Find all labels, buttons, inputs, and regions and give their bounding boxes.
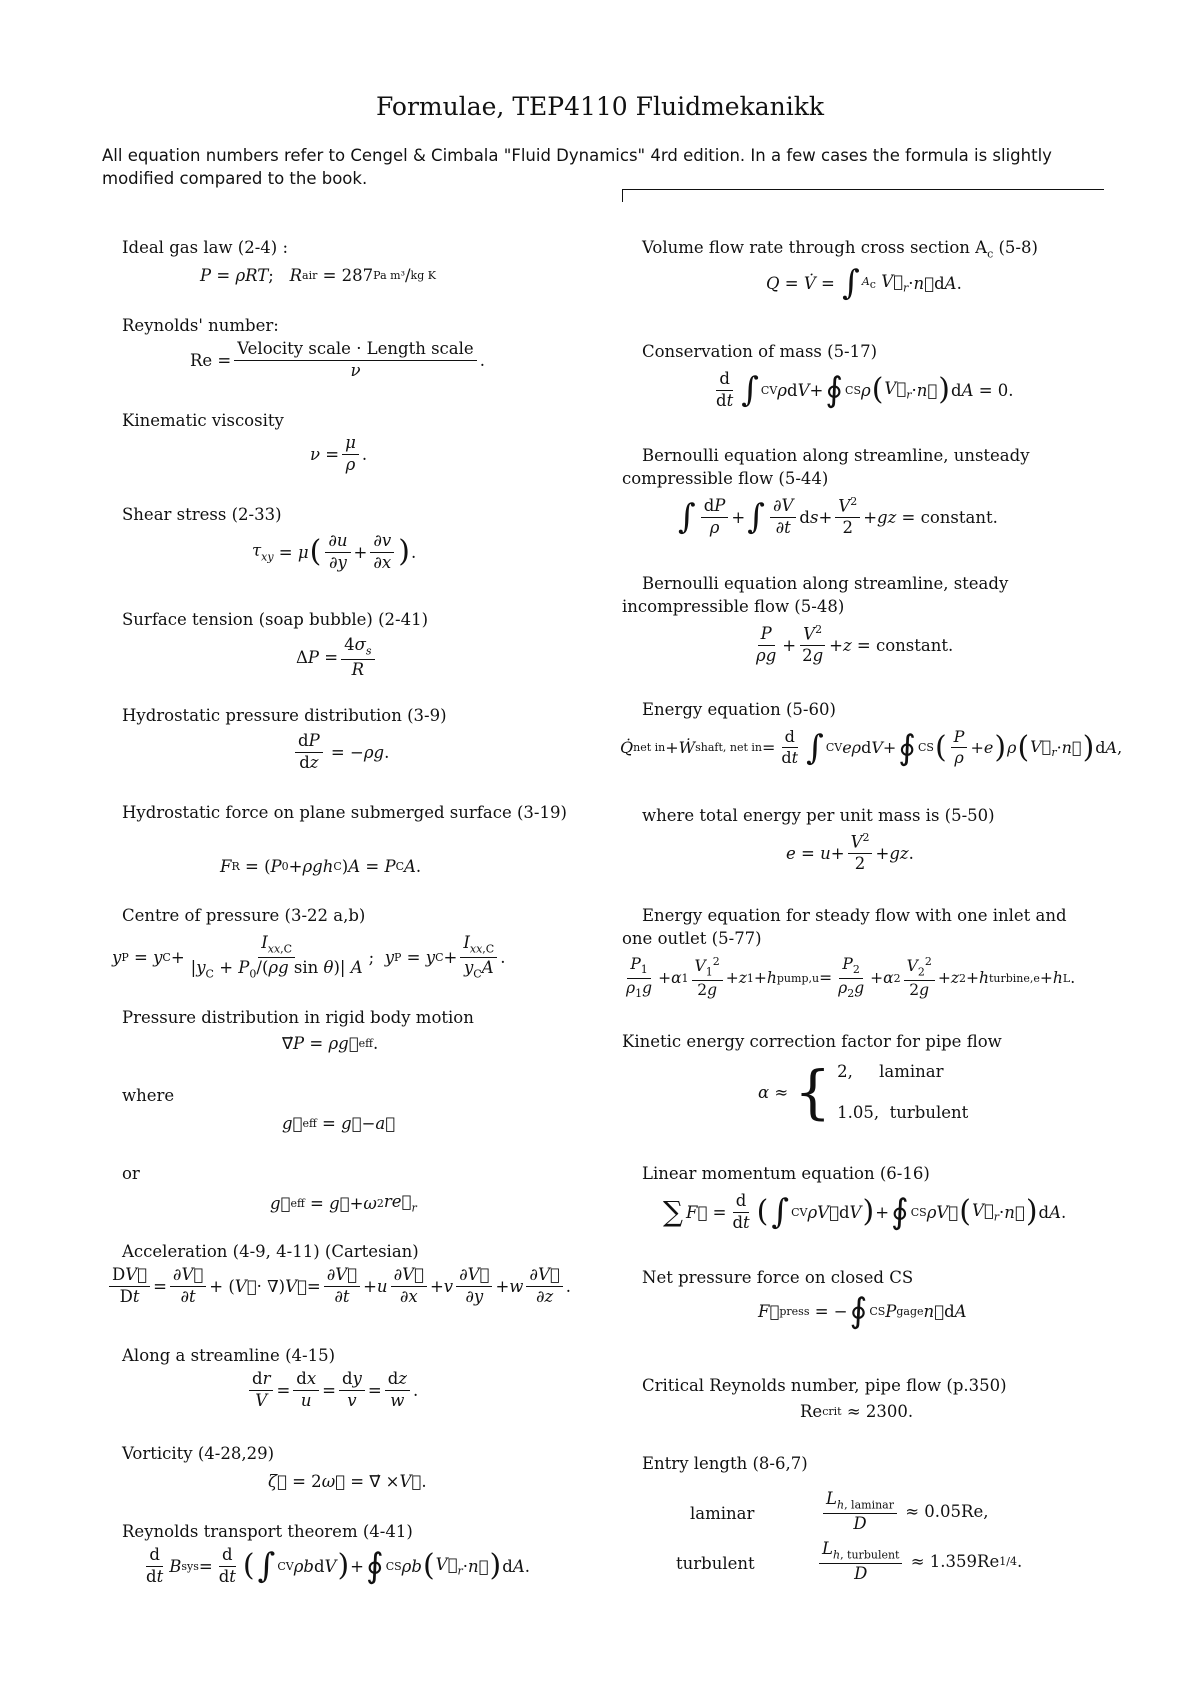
eq-energy: Q̇ net in + Ẇ shaft, net in = $\frac{d}{dt}$ ∫ CV eρ d V + ∮ CS ( $\frac{P}{\rho}$ + e ) ρ ( $V⃗_r$ · n⃗ ) d A , [620, 727, 1123, 768]
label-momentum: Linear momentum equation (6-16) [642, 1164, 930, 1183]
eq-entry-laminar: $\frac{L_{h, laminar}}{D}$ ≈ 0.05Re, [820, 1490, 988, 1534]
eq-momentum: ∑ F⃗ = $\frac{d}{dt}$ ( ∫ CV ρV⃗ d V ) + ∮ CS ρV⃗ ( $V⃗_r$ · n⃗ ) d A . [663, 1191, 1067, 1233]
eq-shear: $\tau_{xy}$ = μ ( $\frac{\partial u}{\partial y}$ + $\frac{\partial v}{\partial x}$ ) . [252, 531, 417, 572]
eq-ideal-gas: P = ρRT ; R air = 287 Pa m³ / kg K [200, 266, 436, 285]
entry-turbulent-value: ≈ 1.359Re [910, 1552, 1000, 1572]
entry-laminar-value: ≈ 0.05Re, [905, 1502, 989, 1522]
turbulent-value: 1.05, [837, 1103, 880, 1122]
eq-kinematic: ν = $\frac{\mu}{\rho}$ . [310, 433, 368, 474]
label-volume-flow: Volume flow rate through cross section $A_c$ (5-8) [642, 238, 1038, 261]
label-accel: Acceleration (4-9, 4-11) (Cartesian) [122, 1242, 419, 1261]
label-ke-factor: Kinetic energy correction factor for pipe flow [622, 1032, 1002, 1051]
label-energy: Energy equation (5-60) [642, 700, 836, 719]
label-entry: Entry length (8-6,7) [642, 1454, 808, 1473]
label-or: or [122, 1164, 140, 1183]
intro-note: All equation numbers refer to Cengel & Cimbala "Fluid Dynamics" 4rd edition. In a few cases the formula is slightly modified compared to the book. [102, 146, 1052, 188]
eq-ke-factor: α ≈ { 2, laminar 1.05, turbulent [758, 1058, 969, 1126]
laminar-value: 2, [837, 1062, 853, 1081]
eq-rigid: ∇⃗ P = ρg⃗ eff . [282, 1034, 379, 1053]
eq-accel: $\frac{DV⃗}{Dt}$ = $\frac{\partial V⃗}{\partial t}$ + ( V⃗ · ∇) V⃗ = $\frac{\partial V⃗}{\partial t}$ + u $\frac{\partial V⃗}{\partial x}$ + v $\frac{\partial V⃗}{\partial y}$ + w $\frac{\partial V⃗}{\partial z}$ . [106, 1266, 571, 1307]
label-rtt: Reynolds transport theorem (4-41) [122, 1522, 413, 1541]
eq-net-pressure: F⃗ press = − ∮ CS P gage n⃗ d A [758, 1291, 967, 1331]
eq-critical: Re crit ≈ 2300. [800, 1402, 914, 1421]
laminar-word: laminar [879, 1062, 944, 1081]
eq-energy-steady: $\frac{P_1}{\rho_1g}$ + α 1 $\frac{V_1^2}{2g}$ + z 1 + h pump,u = $\frac{P_2}{\rho_2g}$ + α 2 $\frac{V_2^2}{2g}$ + z 2 + h turbine,e + h L . [626, 955, 1076, 1000]
reynolds-numerator: Velocity scale · Length scale [234, 340, 476, 361]
eq-hydro-force: F R = ( P 0 + ρgh C ) A = P C A . [220, 857, 422, 876]
label-streamline: Along a streamline (4-15) [122, 1346, 336, 1365]
eq-rtt: $\frac{d}{dt}$ B sys = $\frac{d}{dt}$ ( ∫ CV ρb d V ) + ∮ CS ρb ( $V⃗_r$ · n⃗ ) d A . [146, 1545, 530, 1587]
label-shear: Shear stress (2-33) [122, 505, 282, 524]
eq-mass: $\frac{d}{dt}$ ∫ CV ρ d V + ∮ CS ρ ( $V⃗_r$ · n⃗ ) d A = 0. [716, 369, 1014, 411]
label-hydro-force: Hydrostatic force on plane submerged surface (3-19) [122, 803, 567, 822]
label-energy-steady: Energy equation for steady flow with one inlet and one outlet (5-77) [622, 906, 1067, 948]
eq-surface: Δ P = $\frac{4\sigma_s}{R}$ [296, 636, 378, 680]
entry-turbulent-label: turbulent [676, 1554, 755, 1573]
divider-tick [622, 189, 623, 202]
label-vorticity: Vorticity (4-28,29) [122, 1444, 275, 1463]
eq-geff-rot: g⃗ eff = g⃗ + ω 2 $re⃗_r$ [270, 1192, 417, 1215]
label-ideal-gas: Ideal gas law (2-4) : [122, 238, 289, 257]
label-centre: Centre of pressure (3-22 a,b) [122, 906, 366, 925]
label-hydrostatic: Hydrostatic pressure distribution (3-9) [122, 706, 447, 725]
eq-reynolds: Re = $\frac{\text{Velocity scale · Length scale}}{\nu}$ . [190, 339, 485, 380]
eq-bern-unsteady: ∫ $\frac{dP}{\rho}$ + ∫ $\frac{\partial V}{\partial t}$ d s + $\frac{V^2}{2}$ + gz = constant. [678, 495, 998, 538]
eq-entry-turbulent: $\frac{L_{h, turbulent}}{D}$ ≈ 1.359Re 1/4 . [816, 1540, 1022, 1584]
eq-hydrostatic: $\frac{dP}{dz}$ = − ρg . [292, 732, 389, 773]
label-net-pressure: Net pressure force on closed CS [642, 1268, 914, 1287]
eq-vorticity: ζ⃗ = 2 ω⃗ = ∇⃗ × V⃗ . [268, 1472, 427, 1491]
label-reynolds: Reynolds' number: [122, 316, 279, 335]
eq-bern-steady: $\frac{P}{\rho g}$ + $\frac{V^2}{2g}$ + z = constant. [756, 623, 954, 666]
volume-flow-ref: (5-8) [998, 238, 1038, 257]
label-surface: Surface tension (soap bubble) (2-41) [122, 610, 429, 629]
label-bern-unsteady: Bernoulli equation along streamline, unsteady compressible flow (5-44) [622, 446, 1030, 488]
entry-laminar-label: laminar [690, 1504, 755, 1523]
eq-streamline: $\frac{dr}{V}$ = $\frac{dx}{u}$ = $\frac{dy}{v}$ = $\frac{dz}{w}$ . [246, 1370, 418, 1411]
label-bern-steady: Bernoulli equation along streamline, steady incompressible flow (5-48) [622, 574, 1009, 616]
label-total-energy: where total energy per unit mass is (5-50) [642, 806, 995, 825]
eq-geff: g⃗ eff = g⃗ − a⃗ [282, 1114, 396, 1133]
label-kinematic: Kinematic viscosity [122, 411, 284, 430]
eq-total-energy: e = u + $\frac{V^2}{2}$ + gz . [786, 831, 914, 874]
label-critical: Critical Reynolds number, pipe flow (p.350) [642, 1376, 1007, 1395]
turbulent-word: turbulent [889, 1103, 969, 1122]
critical-value: ≈ 2300. [846, 1402, 914, 1421]
label-rigid: Pressure distribution in rigid body motion [122, 1008, 474, 1027]
divider-line [622, 189, 1104, 190]
volume-flow-text: Volume flow rate through cross section A [642, 238, 988, 257]
page-title: Formulae, TEP4110 Fluidmekanikk [375, 92, 825, 121]
eq-volume-flow: Q = V̇ = ∫ $A_c$ $V⃗_r$ · n⃗ d A . [766, 263, 962, 303]
label-mass: Conservation of mass (5-17) [642, 342, 878, 361]
label-where: where [122, 1086, 175, 1105]
eq-centre: y P = y C + $\frac{I_{xx,C}}{|y_C + P_0/(\rho g \sin \theta)| A}$ ; y P = y C + $\frac{I_{xx,C}}{y_CA}$ . [112, 933, 506, 981]
